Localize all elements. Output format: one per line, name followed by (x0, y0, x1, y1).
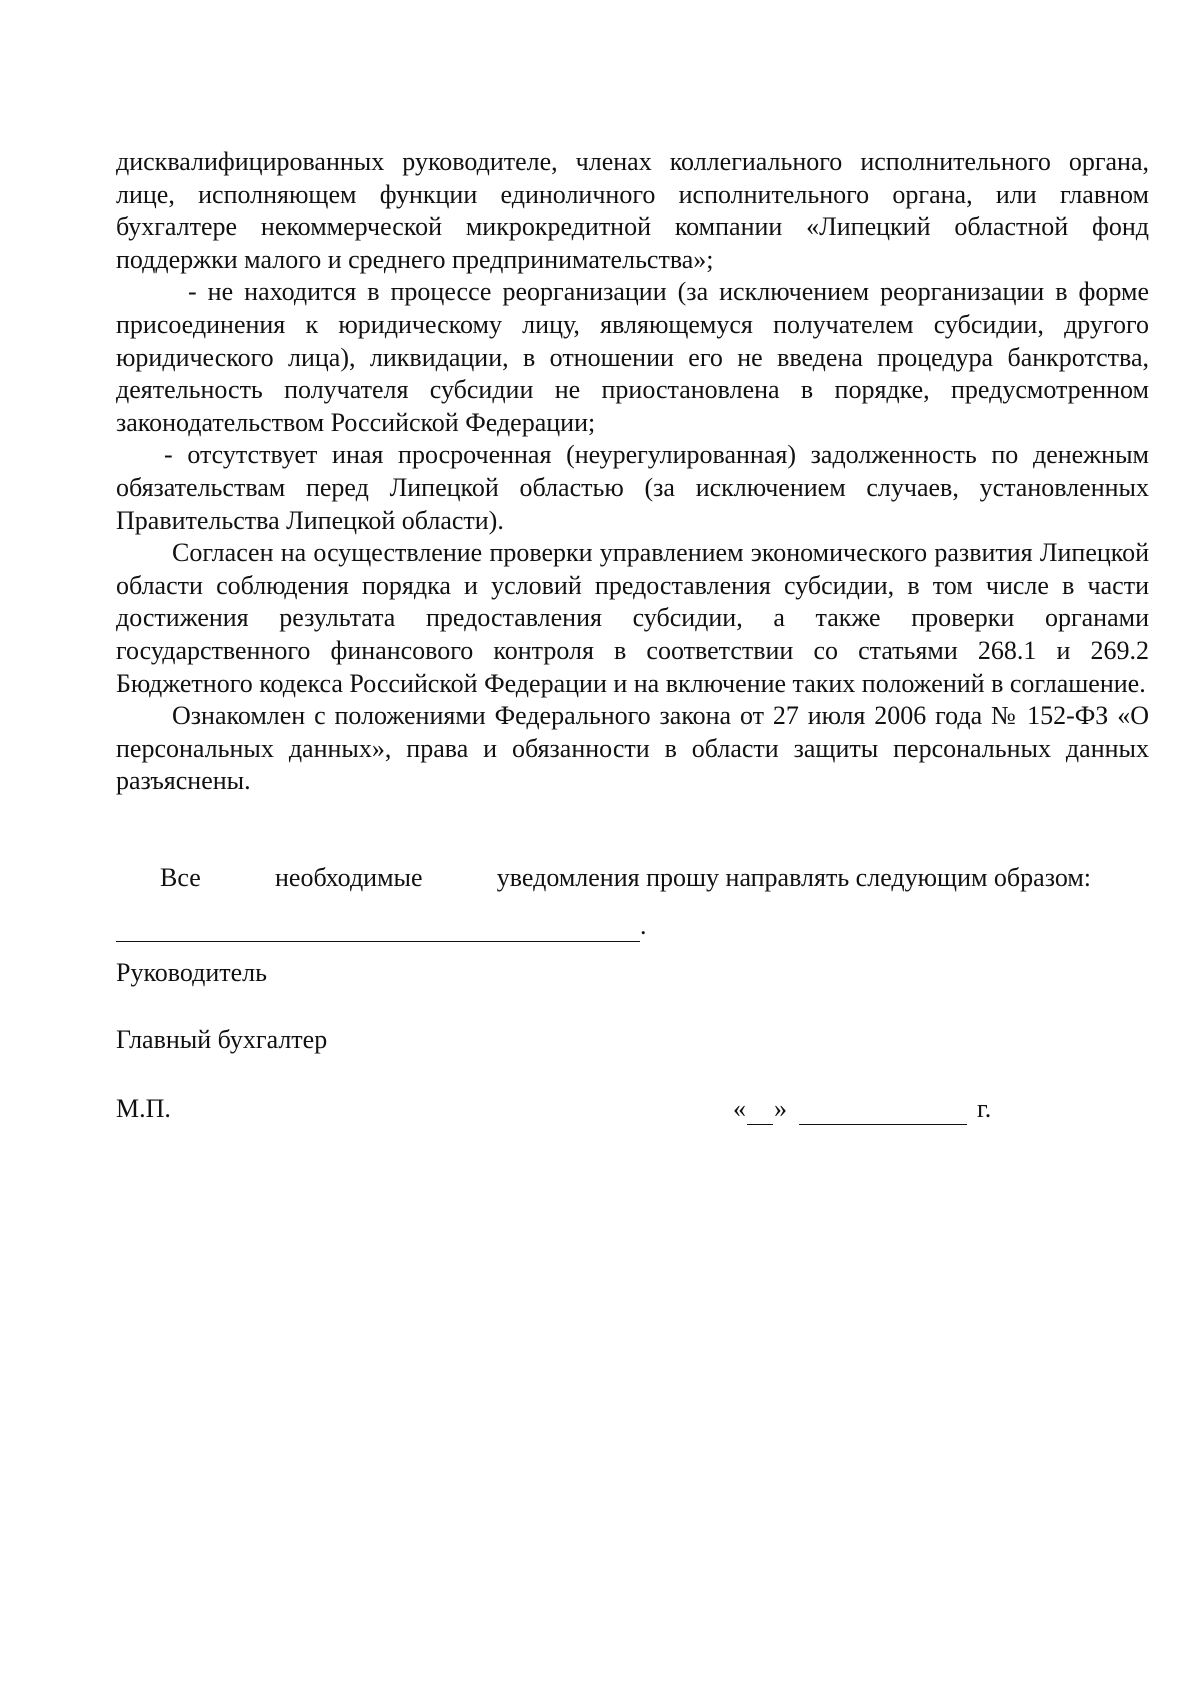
signature-accountant-label: Главный бухгалтер (116, 1025, 328, 1054)
paragraph-reorganization: - не находится в процессе реорганизации (за исключением реорганизации в форме присоединения к юридическому лицу, являющемуся получателем субсидии, другого юридического лица), ликвидации, в отношении его не введена процедура банкротства, деятельность получателя субсидии не приостановлена в порядке, предусмотренном законодательством Российской Федерации; (116, 277, 1149, 437)
date-year-suffix: г. (977, 1094, 992, 1123)
notice-end-dot: . (640, 911, 647, 940)
date-open-quote: « (733, 1094, 746, 1123)
notice-text (116, 862, 1149, 894)
notice-word-necessary: необходимые (274, 863, 423, 892)
notice-address-field[interactable] (116, 910, 1149, 942)
notice-word-all: Все (160, 863, 201, 892)
paragraph-debt: - отсутствует иная просроченная (неурегулированная) задолженность по денежным обязательствам перед Липецкой областью (за исключением случаев, установленных Правительства Липецкой области). (116, 440, 1149, 535)
date-close-quote: » (774, 1094, 787, 1123)
document-body (116, 146, 1149, 798)
notice-section (116, 862, 1149, 942)
date-field (733, 1093, 991, 1125)
paragraph-personal-data: Ознакомлен с положениями Федерального закона от 27 июля 2006 года № 152-ФЗ «О персональных данных», права и обязанности в области защиты персональных данных разъяснены. (116, 701, 1149, 796)
paragraph-consent-inspection: Согласен на осуществление проверки управлением экономического развития Липецкой области соблюдения порядка и условий предоставления субсидии, в том числе в части достижения результата предоставления субсидии, а также проверки органами государственного финансового контроля в соответствии со статьями 268.1 и 269.2 Бюджетного кодекса Российской Федерации и на включение таких положений в соглашение. (116, 538, 1149, 698)
stamp-label: М.П. (116, 1094, 171, 1123)
notice-word-rest: уведомления прошу направлять следующим образом: (496, 863, 1091, 892)
signature-head-label: Руководитель (116, 958, 267, 987)
date-day-blank[interactable] (747, 1104, 773, 1125)
notice-address-blank[interactable] (116, 941, 640, 942)
paragraph-disqualified-persons: дисквалифицированных руководителе, членах коллегиального исполнительного органа, лице, исполняющем функции единоличного исполнительного органа, или главном бухгалтере некоммерческой микрокредитной компании «Липецкий областной фонд поддержки малого и среднего предпринимательства»; (116, 147, 1149, 274)
date-month-blank[interactable] (799, 1104, 967, 1125)
